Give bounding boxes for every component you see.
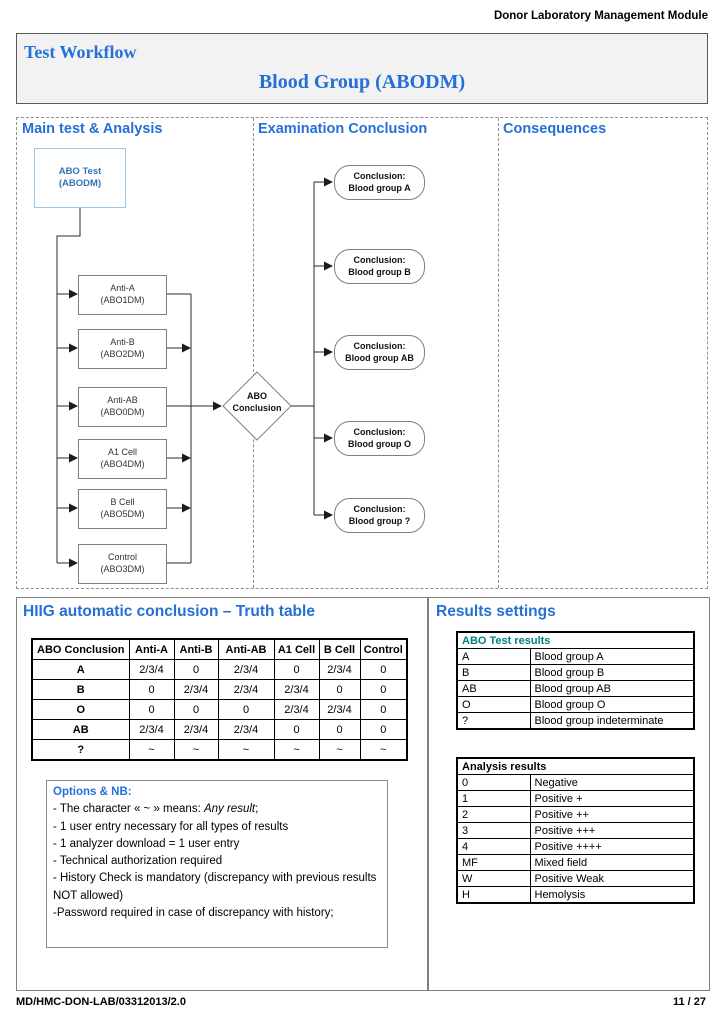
table-row (457, 791, 694, 807)
table-cell: 0 (360, 720, 407, 740)
node-label: Conclusion: (353, 170, 406, 181)
flow-node-anti-b (78, 329, 167, 369)
module-header: Donor Laboratory Management Module (493, 10, 708, 22)
table-cell: B (457, 665, 530, 681)
options-list (53, 801, 381, 922)
table-cell: AB (457, 681, 530, 697)
title-box (16, 33, 708, 104)
options-item: - Technical authorization required (53, 855, 223, 867)
node-label: Conclusion: (353, 426, 406, 437)
table-cell: Hemolysis (530, 887, 694, 904)
table-cell: O (32, 700, 129, 720)
node-label: Conclusion: (353, 254, 406, 265)
table-cell: MF (457, 855, 530, 871)
table-cell: 2/3/4 (319, 700, 360, 720)
table-cell: 0 (274, 720, 319, 740)
node-label: Blood group AB (345, 352, 414, 363)
table-row (32, 740, 407, 761)
table-cell: Positive Weak (530, 871, 694, 887)
node-label: Blood group ? (348, 515, 411, 526)
table-cell: 2/3/4 (129, 660, 174, 680)
table-cell: 2/3/4 (174, 680, 218, 700)
flow-node-conclusion-blood-group-unknown (334, 498, 425, 533)
table-cell: 0 (129, 680, 174, 700)
table-cell: 0 (218, 700, 274, 720)
node-label: (ABO3DM) (100, 564, 145, 574)
flow-node-control (78, 544, 167, 584)
node-label: (ABO0DM) (100, 407, 145, 417)
table-cell: Blood group O (530, 697, 694, 713)
table-cell: 2/3/4 (218, 720, 274, 740)
node-label: B Cell (110, 497, 135, 508)
table-header-cell: ABO Test results (457, 632, 694, 649)
table-cell: ~ (319, 740, 360, 761)
options-title: Options & NB: (53, 786, 132, 798)
table-cell: 2/3/4 (274, 700, 319, 720)
table-cell: ~ (360, 740, 407, 761)
flow-node-conclusion-blood-group-o (334, 421, 425, 456)
node-label: Control (107, 552, 137, 563)
table-header-cell: Anti-AB (218, 639, 274, 660)
table-cell: 2/3/4 (319, 660, 360, 680)
table-row (457, 681, 694, 697)
table-row (457, 871, 694, 887)
table-cell: 1 (457, 791, 530, 807)
table-row (32, 680, 407, 700)
truth-table-section-title: HIIG automatic conclusion – Truth table (23, 603, 315, 620)
table-row (32, 660, 407, 680)
analysis-results-table (456, 757, 695, 904)
document-title: Blood Group (ABODM) (258, 71, 466, 93)
node-label: Conclusion: (353, 503, 406, 514)
table-cell: 3 (457, 823, 530, 839)
node-label: Blood group O (348, 438, 411, 449)
flow-node-conclusion-blood-group-b (334, 249, 425, 284)
table-cell: Positive +++ (530, 823, 694, 839)
node-label: (ABO1DM) (100, 295, 145, 305)
node-label: ABO (247, 391, 267, 401)
flow-node-b-cell (78, 489, 167, 529)
table-cell: 2/3/4 (174, 720, 218, 740)
table-cell: Blood group AB (530, 681, 694, 697)
table-cell: Positive ++++ (530, 839, 694, 855)
results-settings-title: Results settings (436, 603, 556, 620)
table-row (457, 697, 694, 713)
table-header-cell: ABO Conclusion (32, 639, 129, 660)
node-label: Blood group B (348, 266, 411, 277)
table-cell: 4 (457, 839, 530, 855)
table-cell: ~ (174, 740, 218, 761)
table-header-cell: A1 Cell (274, 639, 319, 660)
node-label: Anti-B (110, 337, 135, 348)
table-cell: ? (457, 713, 530, 730)
table-header-cell: Anti-A (129, 639, 174, 660)
table-cell: O (457, 697, 530, 713)
table-cell: Mixed field (530, 855, 694, 871)
table-cell: Blood group B (530, 665, 694, 681)
table-header-cell: Analysis results (457, 758, 694, 775)
table-cell: 0 (360, 680, 407, 700)
table-row (457, 713, 694, 730)
node-label: (ABODM) (58, 178, 102, 189)
table-cell: Blood group indeterminate (530, 713, 694, 730)
table-cell: Positive + (530, 791, 694, 807)
node-label: Conclusion (232, 402, 282, 413)
flow-node-abo-conclusion (221, 391, 293, 414)
table-cell: 2/3/4 (218, 680, 274, 700)
table-cell: 0 (457, 775, 530, 791)
node-label: Conclusion: (353, 340, 406, 351)
page-footer (16, 996, 706, 1008)
table-row (457, 823, 694, 839)
table-cell: 0 (129, 700, 174, 720)
table-cell: AB (32, 720, 129, 740)
table-header-cell: B Cell (319, 639, 360, 660)
truth-table (31, 638, 408, 761)
table-cell: 2 (457, 807, 530, 823)
truth-table-panel (16, 597, 429, 991)
table-cell: 2/3/4 (129, 720, 174, 740)
table-cell: 0 (174, 700, 218, 720)
table-header-row (32, 639, 407, 660)
table-cell: 0 (274, 660, 319, 680)
table-cell: ~ (129, 740, 174, 761)
options-item-italic: Any result (203, 803, 256, 816)
flow-node-conclusion-blood-group-a (334, 165, 425, 200)
node-label: ABO Test (58, 165, 102, 177)
table-row (457, 855, 694, 871)
abo-test-results-table (456, 631, 695, 730)
flow-node-anti-a (78, 275, 167, 315)
table-cell: H (457, 887, 530, 904)
flow-node-anti-ab (78, 387, 167, 427)
table-cell: 0 (319, 680, 360, 700)
table-row (457, 887, 694, 904)
results-settings-panel (427, 597, 710, 991)
table-cell: A (32, 660, 129, 680)
node-label: Blood group A (348, 182, 411, 193)
table-header-row (457, 758, 694, 775)
table-cell: W (457, 871, 530, 887)
column-header-main-test: Main test & Analysis (22, 121, 163, 137)
options-item: - History Check is mandatory (discrepancy with previous results NOT allowed) (53, 872, 377, 902)
flow-node-abo-test (34, 148, 126, 208)
table-row (457, 775, 694, 791)
node-label: (ABO4DM) (100, 459, 145, 469)
flow-node-a1-cell (78, 439, 167, 479)
node-label: Anti-A (110, 283, 135, 294)
table-cell: ~ (274, 740, 319, 761)
table-cell: 0 (174, 660, 218, 680)
options-item: -Password required in case of discrepancy with history; (53, 906, 334, 919)
node-label: (ABO2DM) (100, 349, 145, 359)
node-label: (ABO5DM) (100, 509, 145, 519)
table-row (457, 807, 694, 823)
options-item: - 1 user entry necessary for all types of results (53, 820, 289, 833)
options-box (46, 780, 388, 948)
document-code: MD/HMC-DON-LAB/03312013/2.0 (16, 996, 186, 1008)
table-header-row (457, 632, 694, 649)
table-row (32, 720, 407, 740)
table-row (457, 649, 694, 665)
table-cell: ? (32, 740, 129, 761)
table-cell: Negative (530, 775, 694, 791)
table-cell: 2/3/4 (274, 680, 319, 700)
node-label: A1 Cell (107, 447, 137, 458)
table-cell: 0 (360, 700, 407, 720)
table-header-cell: Control (360, 639, 407, 660)
table-cell: A (457, 649, 530, 665)
table-header-cell: Anti-B (174, 639, 218, 660)
table-cell: 0 (360, 660, 407, 680)
table-row (457, 665, 694, 681)
workflow-diagram-panel (16, 117, 708, 589)
table-cell: 2/3/4 (218, 660, 274, 680)
table-cell: Blood group A (530, 649, 694, 665)
node-label: Anti-AB (107, 395, 138, 406)
table-row (32, 700, 407, 720)
column-header-examination-conclusion: Examination Conclusion (258, 121, 428, 137)
options-item: - 1 analyzer download = 1 user entry (53, 837, 240, 850)
table-row (457, 839, 694, 855)
column-header-consequences: Consequences (503, 121, 607, 137)
page-number: 11 / 27 (672, 996, 706, 1008)
options-item: - The character « ~ » means: Any result; (53, 803, 259, 816)
table-cell: ~ (218, 740, 274, 761)
table-cell: 0 (319, 720, 360, 740)
flow-node-conclusion-blood-group-ab (334, 335, 425, 370)
table-cell: Positive ++ (530, 807, 694, 823)
table-cell: B (32, 680, 129, 700)
workflow-title: Test Workflow (24, 42, 137, 62)
